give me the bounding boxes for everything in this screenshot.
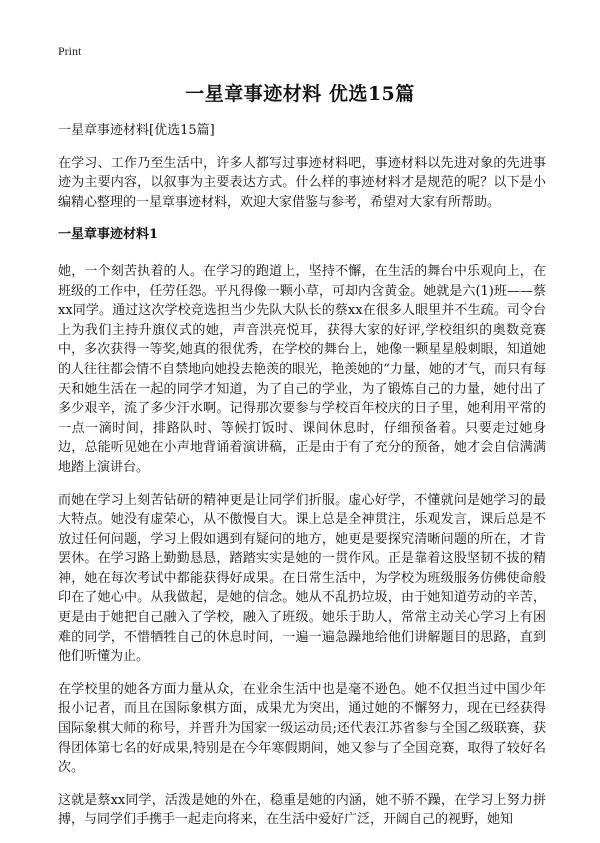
body-paragraph: 这就是蔡xx同学，活泼是她的外在，稳重是她的内涵，她不骄不躁，在学习上努力拼搏，与同学们手携手一起走向将来，在生活中爱好广泛，开阔自己的视野，她知: [58, 792, 546, 828]
body-paragraph: 她，一个刻苦执着的人。在学习的跑道上，坚持不懈，在生活的舞台中乐观向上，在班级的工作中，任劳任怨。平凡得像一颗小草，可却内含黄金。她就是六(1)班——蔡xx同学。通过这次学校竞选担当少先队大队长的蔡xx在很多人眼里并不生疏。司令台上为我们主持升旗仪式的她，声音洪亮悦耳，获得大家的好评,学校组织的奥数竞赛中，多次获得一等奖,她真的很优秀，在学校的舞台上，她像一颗星星般刺眼，知道她的人往往都会情不自禁地向她投去艳羡的眼光，艳羡她的“力量，她的才气，而只有每天和她生活在一起的同学才知道，为了自己的学业，为了锻炼自己的力量，她付出了多少艰辛，流了多少汗水啊。记得那次要参与学校百年校庆的日子里，她利用平常的一点一滴时间，排路队时、等候打饭时、课间休息时，仔细预备着。只要走过她身边，总能听见她在小声地背诵着演讲稿，正是由于有了充分的预备，她才会自信满满地踏上演讲台。: [58, 263, 546, 475]
body-paragraph: 而她在学习上刻苦钻研的精神更是让同学们折服。虚心好学，不懂就问是她学习的最大特点。她没有虚荣心，从不傲慢自大。课上总是全神贯注，乐观发言，课后总是不放过任何问题，学习上假如遇到有疑问的地方，她更是要探究清晰问题的所在，才肯罢休。在学习路上勤勤恳恳，踏踏实实是她的一贯作风。正是靠着这股坚韧不拔的精神，她在每次考试中都能获得好成果。在日常生活中，为学校为班级服务仿佛使命般印在了她心中。从我做起，是她的信念。她从不乱扔垃圾，由于她知道劳动的辛苦，更是由于她把自己融入了学校，融入了班级。她乐于助人，常常主动关心学习上有困难的同学，不惜牺牲自己的休息时间，一遍一遍急躁地给他们讲解题目的思路，直到他们听懂为止。: [58, 492, 546, 665]
document-title: 一星章事迹材料 优选15篇: [185, 83, 415, 105]
document-subtitle: 一星章事迹材料[优选15篇]: [58, 123, 215, 138]
document-body: [58, 121, 546, 843]
body-paragraph: 在学校里的她各方面力量从众，在业余生活中也是毫不逊色。她不仅担当过中国少年报小记者，而且在国际象棋方面，成果尤为突出，通过她的不懈努力，现在已经获得国际象棋大师的称号，并晋升为国家一级运动员;还代表江苏省参与全国乙级联赛，获得团体第七名的好成果,特别是在今年寒假期间，她又参与了全国竞赛，取得了较好名次。: [58, 681, 546, 776]
section-heading: 一星章事迹材料1: [58, 227, 159, 243]
print-label: Print: [58, 44, 82, 58]
intro-paragraph: 在学习、工作乃至生活中，许多人都写过事迹材料吧，事迹材料以先进对象的先进事迹为主要内容，以叙事为主要表达方式。什么样的事迹材料才是规范的呢？以下是小编精心整理的一星章事迹材料，欢迎大家借鉴与参考，希望对大家有所帮助。: [58, 155, 546, 210]
